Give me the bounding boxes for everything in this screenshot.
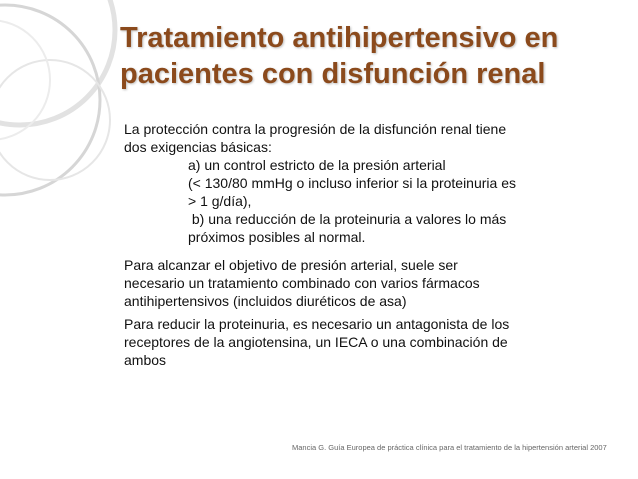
para2-line-2: necesario un tratamiento combinado con varios fármacos — [124, 275, 480, 291]
item-b-line-1: b) una reducción de la proteinuria a valores lo más — [188, 211, 507, 227]
footer-citation: Mancia G. Guía Europea de práctica clínica para el tratamiento de la hipertensión arterial 2007 — [292, 443, 607, 452]
item-a-line-3: > 1 g/día), — [188, 193, 252, 209]
para2-line-1: Para alcanzar el objetivo de presión arterial, suele ser — [124, 257, 458, 273]
item-a-line-2: (< 130/80 mmHg o incluso inferior si la proteinuria es — [188, 175, 516, 191]
title-line-2: pacientes con disfunción renal — [120, 58, 546, 90]
title-line-1: Tratamiento antihipertensivo en — [120, 22, 559, 54]
para2-line-3: antihipertensivos (incluidos diuréticos de asa) — [124, 293, 407, 309]
slide-body — [124, 120, 624, 369]
item-b-line-2: próximos posibles al normal. — [188, 229, 366, 245]
item-a-line-1: a) un control estricto de la presión arterial — [188, 157, 446, 173]
intro-line-1: La protección contra la progresión de la disfunción renal tiene — [124, 121, 507, 137]
intro-line-2: dos exigencias básicas: — [124, 139, 272, 155]
para3-line-3: ambos — [124, 352, 167, 368]
para3-line-2: receptores de la angiotensina, un IECA o una combinación de — [124, 334, 508, 350]
para3-line-1: Para reducir la proteinuria, es necesario un antagonista de los — [124, 316, 510, 332]
slide-title — [120, 20, 630, 92]
